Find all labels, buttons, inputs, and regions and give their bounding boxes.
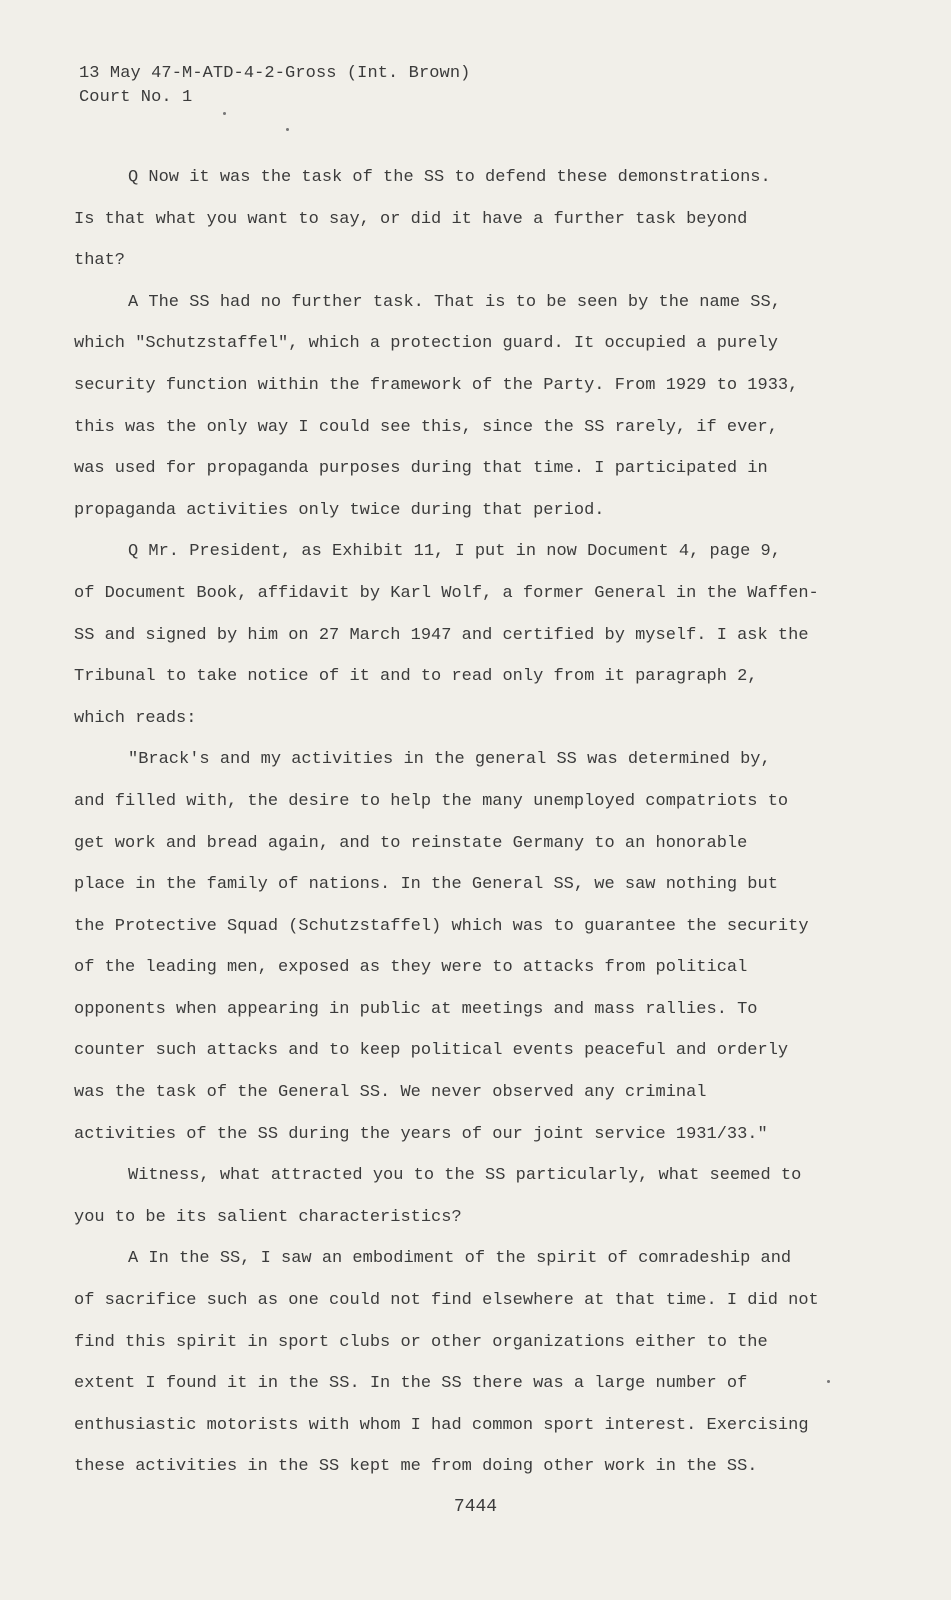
transcript-line: SS and signed by him on 27 March 1947 and certified by myself. I ask the (74, 625, 809, 645)
transcript-line: of Document Book, affidavit by Karl Wolf, a former General in the Waffen- (74, 583, 819, 603)
transcript-line: which reads: (74, 708, 197, 728)
paper-speck (827, 1380, 830, 1383)
transcript-line: and filled with, the desire to help the many unemployed compatriots to (74, 791, 789, 811)
transcript-line: which "Schutzstaffel", which a protection guard. It occupied a purely (74, 334, 778, 354)
transcript-line: was used for propaganda purposes during that time. I participated in (74, 459, 768, 479)
transcript-line: of sacrifice such as one could not find elsewhere at that time. I did not (74, 1291, 819, 1311)
transcript-line: get work and bread again, and to reinstate Germany to an honorable (74, 833, 748, 853)
transcript-line: find this spirit in sport clubs or other organizations either to the (74, 1332, 768, 1352)
transcript-line: security function within the framework of the Party. From 1929 to 1933, (74, 375, 799, 395)
transcript-line: counter such attacks and to keep political events peaceful and orderly (74, 1041, 789, 1061)
transcript-line: enthusiastic motorists with whom I had common sport interest. Exercising (74, 1415, 809, 1435)
transcript-line: opponents when appearing in public at meetings and mass rallies. To (74, 999, 758, 1019)
transcript-line: was the task of the General SS. We never observed any criminal (74, 1083, 707, 1103)
transcript-line: "Brack's and my activities in the general SS was determined by, (128, 750, 771, 770)
transcript-line: that? (74, 251, 126, 271)
page-number: 7444 (453, 1497, 498, 1517)
transcript-line: extent I found it in the SS. In the SS there was a large number of (74, 1374, 748, 1394)
transcript-line: Witness, what attracted you to the SS particularly, what seemed to (128, 1166, 802, 1186)
transcript-line: you to be its salient characteristics? (74, 1207, 462, 1227)
transcript-line: A The SS had no further task. That is to be seen by the name SS, (128, 292, 781, 312)
transcript-line: the Protective Squad (Schutzstaffel) which was to guarantee the security (74, 916, 809, 936)
transcript-line: this was the only way I could see this, since the SS rarely, if ever, (74, 417, 778, 437)
transcript-line: A In the SS, I saw an embodiment of the spirit of comradeship and (128, 1249, 792, 1269)
document-header (79, 62, 470, 110)
paper-speck (286, 128, 289, 131)
transcript-body (74, 166, 844, 1497)
header-court-line: Court No. 1 (79, 88, 193, 107)
transcript-line: these activities in the SS kept me from doing other work in the SS. (74, 1457, 758, 1477)
transcript-line: activities of the SS during the years of our joint service 1931/33." (74, 1124, 768, 1144)
transcript-line: Q Mr. President, as Exhibit 11, I put in now Document 4, page 9, (128, 542, 781, 562)
transcript-line: of the leading men, exposed as they were to attacks from political (74, 958, 748, 978)
transcript-line: Tribunal to take notice of it and to read only from it paragraph 2, (74, 667, 758, 687)
transcript-line: place in the family of nations. In the General SS, we saw nothing but (74, 875, 778, 895)
header-session-line: 13 May 47-M-ATD-4-2-Gross (Int. Brown) (79, 64, 471, 83)
transcript-line: Q Now it was the task of the SS to defend these demonstrations. (128, 168, 771, 187)
transcript-line: propaganda activities only twice during that period. (74, 500, 605, 520)
transcript-line: Is that what you want to say, or did it have a further task beyond (74, 209, 748, 229)
paper-speck (223, 112, 226, 115)
